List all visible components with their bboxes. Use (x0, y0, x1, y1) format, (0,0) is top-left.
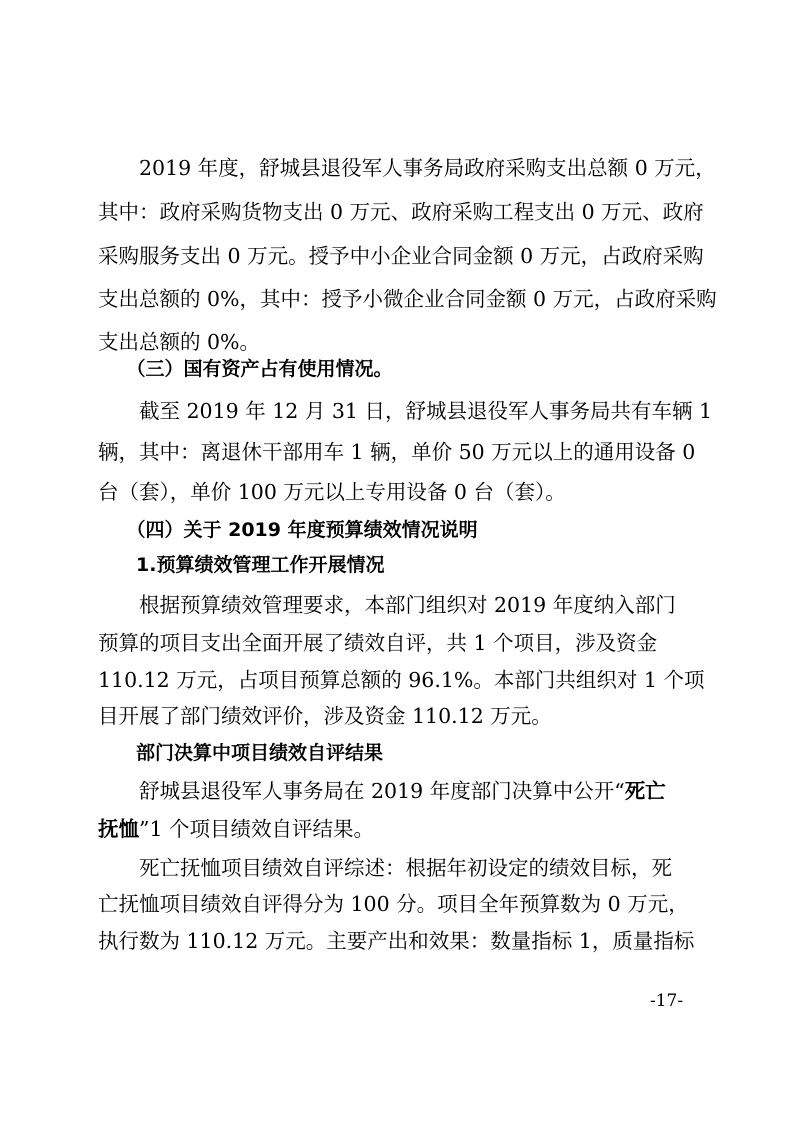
paragraph-procurement-line-3: 采购服务支出 0 万元。授予中小企业合同金额 0 万元，占政府采购 (98, 244, 704, 268)
paragraph-procurement-line-1: 2019 年度，舒城县退役军人事务局政府采购支出总额 0 万元， (98, 156, 716, 180)
paragraph-disclosure-line-1 (98, 776, 698, 806)
paragraph-performance-line-2: 预算的项目支出全面开展了绩效自评，共 1 个项目，涉及资金 (98, 631, 658, 655)
paragraph-procurement-line-5: 支出总额的 0%。 (98, 330, 261, 354)
paragraph-summary-line-2: 亡抚恤项目绩效自评得分为 100 分。项目全年预算数为 0 万元， (98, 892, 689, 916)
paragraph-performance-line-1: 根据预算绩效管理要求，本部门组织对 2019 年度纳入部门 (98, 593, 676, 617)
disclosure-text-prefix: 舒城县退役军人事务局在 2019 年度部门决算中公开“ (98, 779, 625, 803)
paragraph-assets-line-3: 台（套），单价 100 万元以上专用设备 0 台（套）。 (98, 480, 566, 504)
paragraph-assets-line-2: 辆，其中：离退休干部用车 1 辆，单价 50 万元以上的通用设备 0 (98, 440, 696, 464)
project-name-part-1: 死亡 (624, 779, 666, 803)
section-heading-performance: （四）关于 2019 年度预算绩效情况说明 (98, 519, 478, 541)
project-name-part-2: 抚恤 (98, 817, 139, 841)
paragraph-summary-line-3: 执行数为 110.12 万元。主要产出和效果：数量指标 1，质量指标 (98, 929, 695, 953)
paragraph-performance-line-3: 110.12 万元，占项目预算总额的 96.1%。本部门共组织对 1 个项 (98, 668, 705, 692)
disclosure-text-suffix: ”1 个项目绩效自评结果。 (139, 817, 375, 841)
subheading-performance-management: 1.预算绩效管理工作开展情况 (98, 554, 385, 576)
paragraph-summary-line-1: 死亡抚恤项目绩效自评综述：根据年初设定的绩效目标，死 (98, 856, 672, 880)
paragraph-disclosure-line-2 (98, 814, 698, 844)
paragraph-performance-line-4: 目开展了部门绩效评价，涉及资金 110.12 万元。 (98, 704, 552, 728)
subheading-self-evaluation-results: 部门决算中项目绩效自评结果 (98, 742, 384, 764)
paragraph-procurement-line-4: 支出总额的 0%，其中：授予小微企业合同金额 0 万元，占政府采购 (98, 287, 717, 311)
section-heading-state-assets: （三）国有资产占有使用情况。 (98, 358, 393, 380)
paragraph-procurement-line-2: 其中：政府采购货物支出 0 万元、政府采购工程支出 0 万元、政府 (98, 200, 704, 224)
page-number: -17- (650, 991, 684, 1011)
paragraph-assets-line-1: 截至 2019 年 12 月 31 日，舒城县退役军人事务局共有车辆 1 (98, 399, 712, 423)
